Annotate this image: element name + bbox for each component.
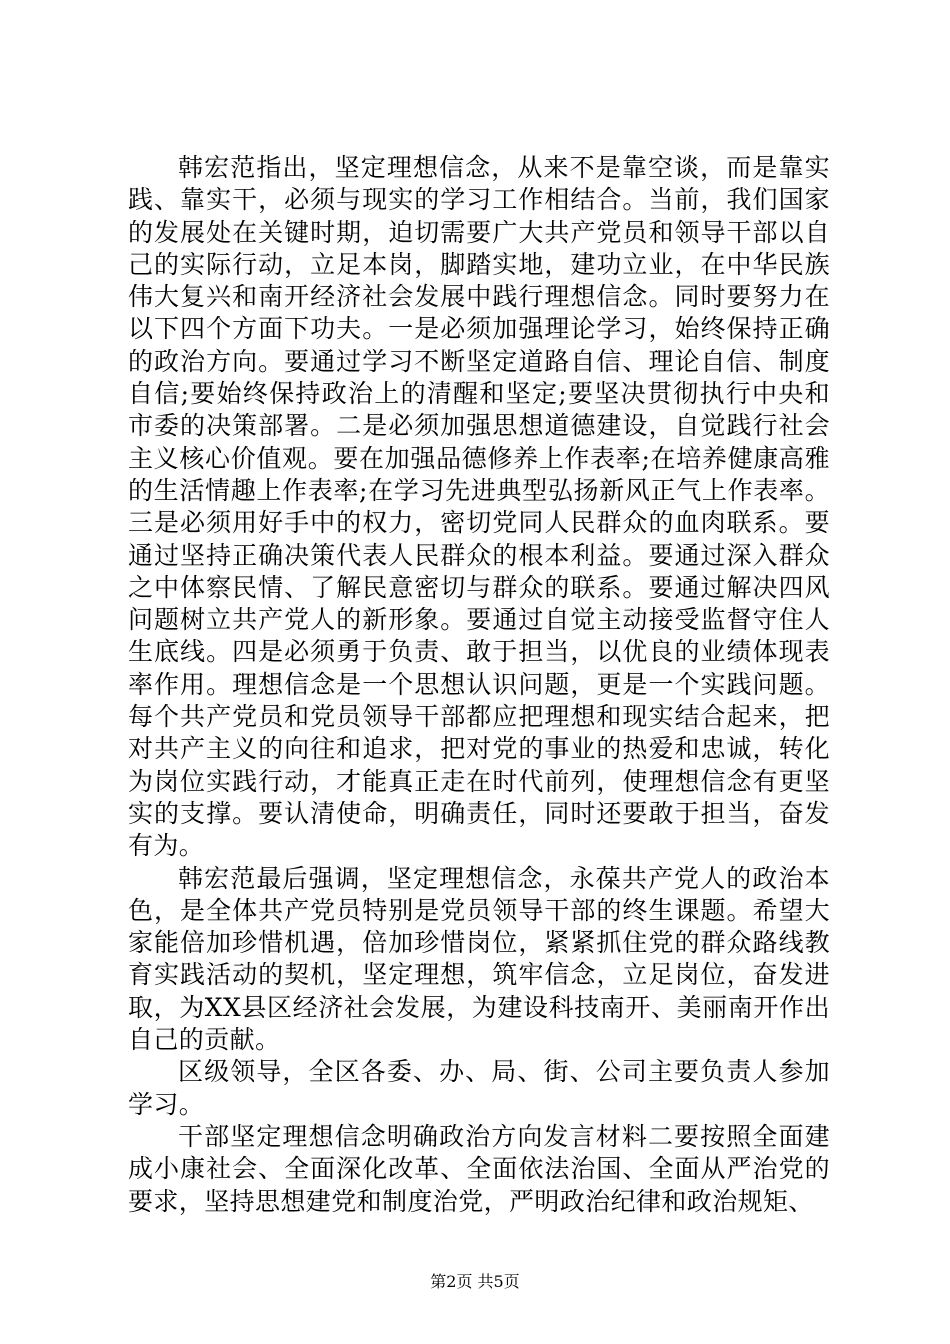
document-body — [128, 152, 830, 1218]
paragraph-1: 韩宏范指出，坚定理想信念，从来不是靠空谈，而是靠实践、靠实干，必须与现实的学习工作相结合。当前，我们国家的发展处在关键时期，迫切需要广大共产党员和领导干部以自己的实际行动，立足本岗，脚踏实地，建功立业，在中华民族伟大复兴和南开经济社会发展中践行理想信念。同时要努力在以下四个方面下功夫。一是必须加强理论学习，始终保持正确的政治方向。要通过学习不断坚定道路自信、理论自信、制度自信;要始终保持政治上的清醒和坚定;要坚决贯彻执行中央和市委的决策部署。二是必须加强思想道德建设，自觉践行社会主义核心价值观。要在加强品德修养上作表率;在培养健康高雅的生活情趣上作表率;在学习先进典型弘扬新风正气上作表率。三是必须用好手中的权力，密切党同人民群众的血肉联系。要通过坚持正确决策代表人民群众的根本利益。要通过深入群众之中体察民情、了解民意密切与群众的联系。要通过解决四风问题树立共产党人的新形象。要通过自觉主动接受监督守住人生底线。四是必须勇于负责、敢于担当，以优良的业绩体现表率作用。理想信念是一个思想认识问题，更是一个实践问题。每个共产党员和党员领导干部都应把理想和现实结合起来，把对共产主义的向往和追求，把对党的事业的热爱和忠诚，转化为岗位实践行动，才能真正走在时代前列，使理想信念有更坚实的支撑。要认清使命，明确责任，同时还要敢于担当，奋发有为。 — [128, 153, 830, 861]
paragraph-2: 韩宏范最后强调，坚定理想信念，永葆共产党人的政治本色，是全体共产党员特别是党员领导干部的终生课题。希望大家能倍加珍惜机遇，倍加珍惜岗位，紧紧抓住党的群众路线教育实践活动的契机，坚定理想，筑牢信念，立足岗位，奋发进取，为XX县区经济社会发展，为建设科技南开、美丽南开作出自己的贡献。 — [128, 863, 830, 1055]
page-number-footer: 第2页 共5页 — [430, 1272, 520, 1291]
paragraph-4: 干部坚定理想信念明确政治方向发言材料二要按照全面建成小康社会、全面深化改革、全面依法治国、全面从严治党的要求，坚持思想建党和制度治党，严明政治纪律和政治规矩、 — [128, 1121, 830, 1216]
paragraph-3: 区级领导，全区各委、办、局、街、公司主要负责人参加学习。 — [128, 1057, 830, 1119]
